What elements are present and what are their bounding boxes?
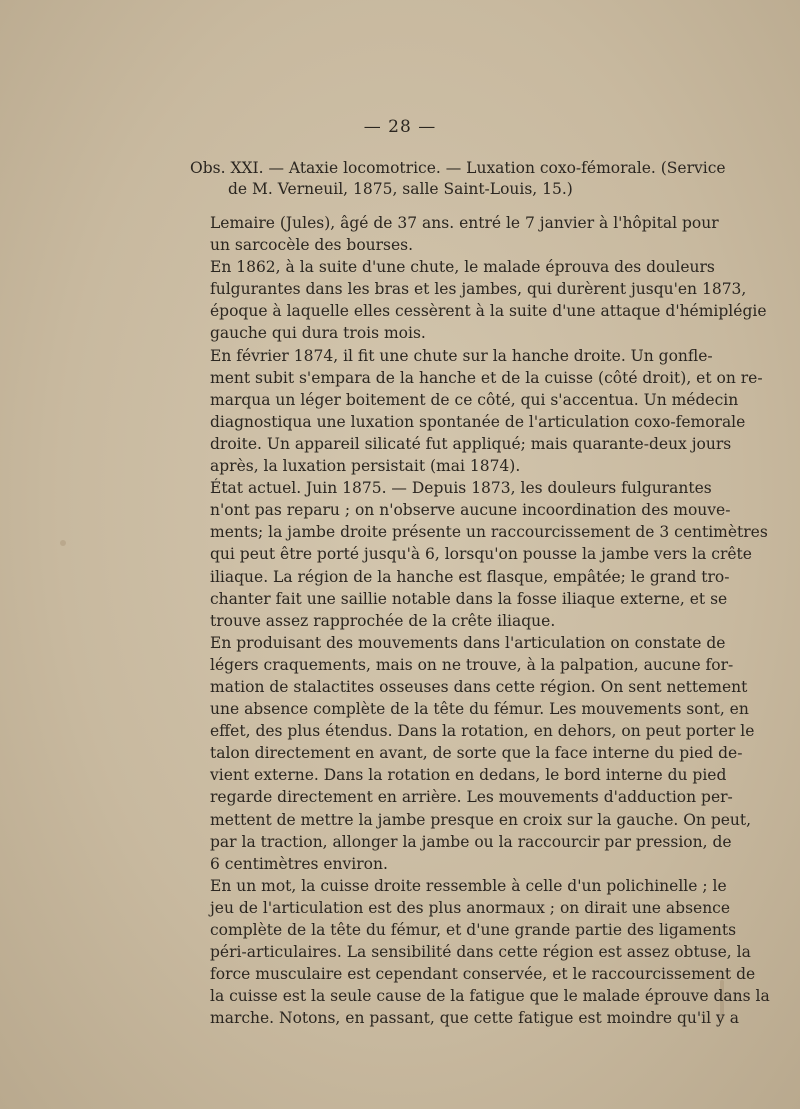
text-line: par la traction, allonger la jambe ou la raccourcir par pression, de — [210, 832, 732, 851]
text-line: péri-articulaires. La sensibilité dans cette région est assez obtuse, la — [210, 943, 751, 962]
text-line: regarde directement en arrière. Les mouvements d'adduction per- — [210, 788, 733, 807]
body-text — [191, 212, 770, 1029]
text-line: la cuisse est la seule cause de la fatigue que le malade éprouve dans la — [210, 987, 770, 1006]
page-number: — 28 — — [363, 117, 437, 137]
text-line: n'ont pas reparu ; on n'observe aucune incoordination des mouve- — [210, 501, 731, 520]
heading-line-1: Obs. XXI. — Ataxie locomotrice. — Luxation coxo-fémorale. (Service — [190, 159, 726, 177]
paragraph — [191, 345, 763, 478]
paragraph — [191, 256, 767, 344]
text-line: légers craquements, mais on ne trouve, à la palpation, aucune for- — [210, 655, 734, 674]
text-line: trouve assez rapprochée de la crête iliaque. — [210, 611, 556, 630]
text-line: En février 1874, il fit une chute sur la hanche droite. Un gonfle- — [210, 346, 713, 365]
text-line: marche. Notons, en passant, que cette fatigue est moindre qu'il y a — [210, 1009, 739, 1028]
text-line: Lemaire (Jules), âgé de 37 ans. entré le 7 janvier à l'hôpital pour — [210, 214, 719, 232]
text-line: ments; la jambe droite présente un raccourcissement de 3 centimètres — [210, 523, 768, 542]
text-line: complète de la tête du fémur, et d'une grande partie des ligaments — [210, 921, 737, 939]
text-line: talon directement en avant, de sorte que la face interne du pied de- — [210, 744, 743, 763]
paragraph — [191, 632, 755, 875]
heading-line-2: de M. Verneuil, 1875, salle Saint-Louis, 15.) — [228, 180, 573, 198]
text-line: iliaque. La région de la hanche est flasque, empâtée; le grand tro- — [210, 567, 730, 586]
text-line: mation de stalactites osseuses dans cette région. On sent nettement — [210, 677, 748, 696]
text-line: une absence complète de la tête du fémur. Les mouvements sont, en — [210, 700, 749, 719]
text-line: chanter fait une saillie notable dans la fosse iliaque externe, et se — [210, 589, 728, 608]
text-line: 6 centimètres environ. — [210, 854, 388, 873]
text-line: fulgurantes dans les bras et les jambes, qui durèrent jusqu'en 1873, — [210, 280, 747, 299]
paragraph — [191, 477, 768, 632]
text-line: gauche qui dura trois mois. — [210, 324, 426, 343]
text-line: jeu de l'articulation est des plus anormaux ; on dirait une absence — [210, 898, 731, 917]
text-line: après, la luxation persistait (mai 1874). — [210, 457, 521, 476]
text-line: qui peut être porté jusqu'à 6, lorsqu'on pousse la jambe vers la crête — [210, 545, 752, 564]
text-line: En un mot, la cuisse droite ressemble à celle d'un polichinelle ; le — [210, 876, 727, 895]
text-line: État actuel. Juin 1875. — Depuis 1873, les douleurs fulgurantes — [210, 479, 712, 498]
paragraph — [191, 212, 719, 256]
text-line: un sarcocèle des bourses. — [210, 236, 414, 255]
text-line: mettent de mettre la jambe presque en croix sur la gauche. On peut, — [210, 810, 752, 829]
text-line: vient externe. Dans la rotation en dedans, le bord interne du pied — [210, 766, 727, 785]
text-line: époque à laquelle elles cessèrent à la suite d'une attaque d'hémiplégie — [210, 302, 767, 321]
text-line: ment subit s'empara de la hanche et de la cuisse (côté droit), et on re- — [210, 368, 763, 387]
text-line: effet, des plus étendus. Dans la rotation, en dehors, on peut porter le — [210, 722, 755, 741]
text-line: En produisant des mouvements dans l'articulation on constate de — [210, 633, 726, 652]
text-line: diagnostiqua une luxation spontanée de l'articulation coxo-femorale — [210, 412, 746, 431]
text-line: force musculaire est cependant conservée, et le raccourcissement de — [210, 965, 756, 984]
text-line: droite. Un appareil silicaté fut appliqué; mais quarante-deux jours — [210, 434, 732, 453]
text-line: En 1862, à la suite d'une chute, le malade éprouva des douleurs — [210, 258, 715, 277]
observation-heading — [190, 158, 726, 200]
paper-stain — [60, 540, 66, 546]
text-line: marqua un léger boitement de ce côté, qui s'accentua. Un médecin — [210, 390, 739, 409]
paragraph — [191, 875, 770, 1030]
